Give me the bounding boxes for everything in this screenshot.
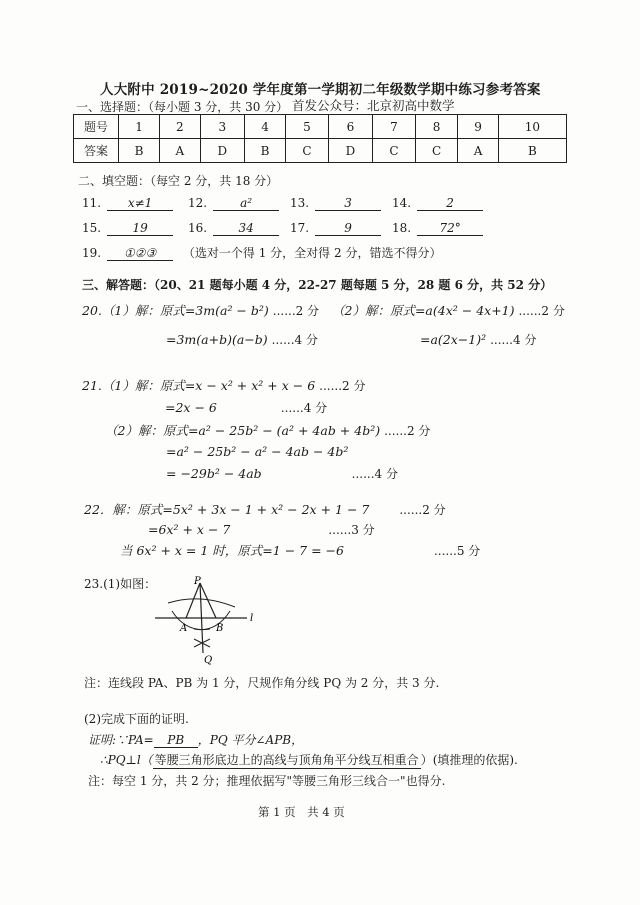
fill-number: 15. xyxy=(82,221,102,235)
page-title: 人大附中 2019~2020 学年度第一学期初二年级数学期中练习参考答案 xyxy=(100,82,541,98)
fill-item xyxy=(290,196,381,211)
label-p: P xyxy=(194,576,201,587)
fill-answer: 2 xyxy=(417,196,483,211)
proof-text: ，PQ 平分∠APB， xyxy=(197,733,304,747)
table-cell: D xyxy=(200,139,244,163)
formula-text: 21.（1）解：原式=x − x² + x² + x − 6 xyxy=(82,378,316,393)
fill-item xyxy=(82,244,441,261)
formula-text: 22．解：原式=5x² + 3x − 1 + x² − 2x + 1 − 7 xyxy=(84,502,370,517)
table-cell: 10 xyxy=(498,115,566,139)
table-cell: C xyxy=(286,139,329,163)
table-cell: B xyxy=(245,139,286,163)
q22-line2 xyxy=(148,521,375,538)
table-cell: 6 xyxy=(328,115,372,139)
q21-part1-line2 xyxy=(165,399,327,416)
page-footer: 第 1 页 共 4 页 xyxy=(258,805,345,819)
score-text: ......4 分 xyxy=(280,401,328,415)
score-text: ......3 分 xyxy=(328,523,375,537)
proof-blank: PB xyxy=(154,733,198,748)
fill-item xyxy=(188,221,279,236)
fill-answer: ①②③ xyxy=(107,246,173,261)
table-cell: A xyxy=(160,139,200,163)
fill-note: （选对一个得 1 分，全对得 2 分，错选不得分） xyxy=(182,246,442,260)
table-cell: B xyxy=(498,139,566,163)
fill-item xyxy=(188,196,279,211)
table-cell: C xyxy=(373,139,416,163)
segment-pa xyxy=(186,583,200,618)
q21-part2-line3 xyxy=(166,465,398,482)
formula-text: =3m(a+b)(a−b) xyxy=(166,332,268,347)
proof-text: ∴PQ⊥l（ xyxy=(100,753,153,767)
fill-answer: 72° xyxy=(417,221,483,236)
fill-number: 13. xyxy=(290,196,310,210)
formula-text: =a(2x−1)² xyxy=(420,332,487,347)
score-text: ......5 分 xyxy=(433,544,481,558)
arc-left xyxy=(172,611,210,630)
arc-right xyxy=(194,611,230,630)
q20-part2-line2 xyxy=(420,331,536,348)
table-cell-label: 题号 xyxy=(74,115,119,139)
fill-number: 18. xyxy=(392,221,412,235)
formula-text: （2）解：原式=a(4x² − 4x+1) xyxy=(332,303,515,318)
table-cell: B xyxy=(119,139,160,163)
fill-answer: 34 xyxy=(213,221,279,236)
section-choice-heading: 一、选择题：（每小题 3 分，共 30 分） xyxy=(76,100,289,114)
fill-item xyxy=(290,221,381,236)
table-row-numbers xyxy=(74,115,567,139)
fill-answer: 9 xyxy=(315,221,381,236)
score-text: ......4 分 xyxy=(351,467,398,481)
q22-line1 xyxy=(84,500,446,518)
proof-line2 xyxy=(100,751,518,769)
fill-item xyxy=(392,221,483,236)
section-solve-heading: 三、解答题：（20、21 题每小题 4 分，22-27 题每题 5 分，28 题 6 分，共 52 分） xyxy=(82,278,553,292)
table-row-answers xyxy=(74,139,567,163)
proof-text: ）(填推理的依据). xyxy=(420,753,518,767)
formula-text: 当 6x² + x = 1 时，原式=1 − 7 = −6 xyxy=(120,543,344,558)
q23-part2-heading: (2)完成下面的证明. xyxy=(84,712,189,726)
formula-text: = −29b² − 4ab xyxy=(166,466,262,481)
score-text: ......2 分 xyxy=(272,304,320,318)
formula-text: =6x² + x − 7 xyxy=(148,522,231,537)
table-cell: 5 xyxy=(286,115,329,139)
q21-part2-line1 xyxy=(105,421,430,439)
table-cell: 1 xyxy=(119,115,160,139)
q21-part2-line2 xyxy=(166,444,348,459)
q20-part2-line1 xyxy=(332,301,565,319)
construction-figure xyxy=(150,575,260,665)
fill-number: 12. xyxy=(188,196,208,210)
fill-answer: a² xyxy=(213,196,279,211)
fill-number: 19. xyxy=(82,246,102,260)
fill-number: 14. xyxy=(392,196,412,210)
fill-item xyxy=(82,221,173,236)
proof-text: 证明:∵PA= xyxy=(88,733,154,747)
score-text: ......2 分 xyxy=(384,424,431,438)
q23-note1: 注：连线段 PA、PB 为 1 分，尺规作角分线 PQ 为 2 分，共 3 分. xyxy=(84,676,440,690)
q20-part1-line2 xyxy=(166,331,318,348)
choice-answer-table xyxy=(73,114,567,163)
label-q: Q xyxy=(204,655,213,665)
q21-part1-line1 xyxy=(82,376,366,394)
q23-title: 23.(1)如图： xyxy=(84,577,157,591)
table-cell: 9 xyxy=(458,115,498,139)
fill-number: 17. xyxy=(290,221,310,235)
table-cell: 8 xyxy=(415,115,458,139)
formula-text: （2）解：原式=a² − 25b² − (a² + 4ab + 4b²) xyxy=(105,423,381,438)
watermark-text: 首发公众号：北京初高中数学 xyxy=(292,98,455,113)
score-text: ......2 分 xyxy=(518,304,565,318)
proof-blank: 等腰三角形底边上的高线与顶角角平分线互相重合 xyxy=(154,753,419,767)
table-cell: 3 xyxy=(200,115,244,139)
score-text: ......2 分 xyxy=(319,379,366,393)
table-cell: 7 xyxy=(373,115,416,139)
table-cell: 2 xyxy=(160,115,200,139)
fill-item xyxy=(82,196,173,211)
q23-note2: 注：每空 1 分，共 2 分；推理依据写"等腰三角形三线合一"也得分. xyxy=(88,774,446,788)
table-cell: A xyxy=(458,139,498,163)
formula-text: =a² − 25b² − a² − 4ab − 4b² xyxy=(166,444,349,459)
formula-text: =2x − 6 xyxy=(165,400,217,415)
score-text: ......4 分 xyxy=(490,333,537,347)
fill-number: 16. xyxy=(188,221,208,235)
table-cell: C xyxy=(415,139,458,163)
section-fill-heading: 二、填空题：（每空 2 分，共 18 分） xyxy=(78,174,279,188)
fill-answer: 19 xyxy=(107,221,173,236)
table-cell-label: 答案 xyxy=(74,139,119,163)
formula-text: 20.（1）解：原式=3m(a² − b²) xyxy=(82,303,269,318)
fill-answer: 3 xyxy=(315,196,381,211)
label-a: A xyxy=(180,623,188,634)
score-text: ......2 分 xyxy=(399,503,446,517)
fill-answer: x≠1 xyxy=(107,196,173,211)
fill-number: 11. xyxy=(82,196,102,210)
label-l: l xyxy=(250,613,254,624)
table-cell: 4 xyxy=(245,115,286,139)
q20-part1-line1 xyxy=(82,301,319,319)
q22-line3 xyxy=(120,541,480,559)
score-text: ......4 分 xyxy=(271,333,318,347)
proof-line1 xyxy=(88,731,303,748)
label-b: B xyxy=(216,623,224,634)
table-cell: D xyxy=(328,139,372,163)
fill-item xyxy=(392,196,483,211)
